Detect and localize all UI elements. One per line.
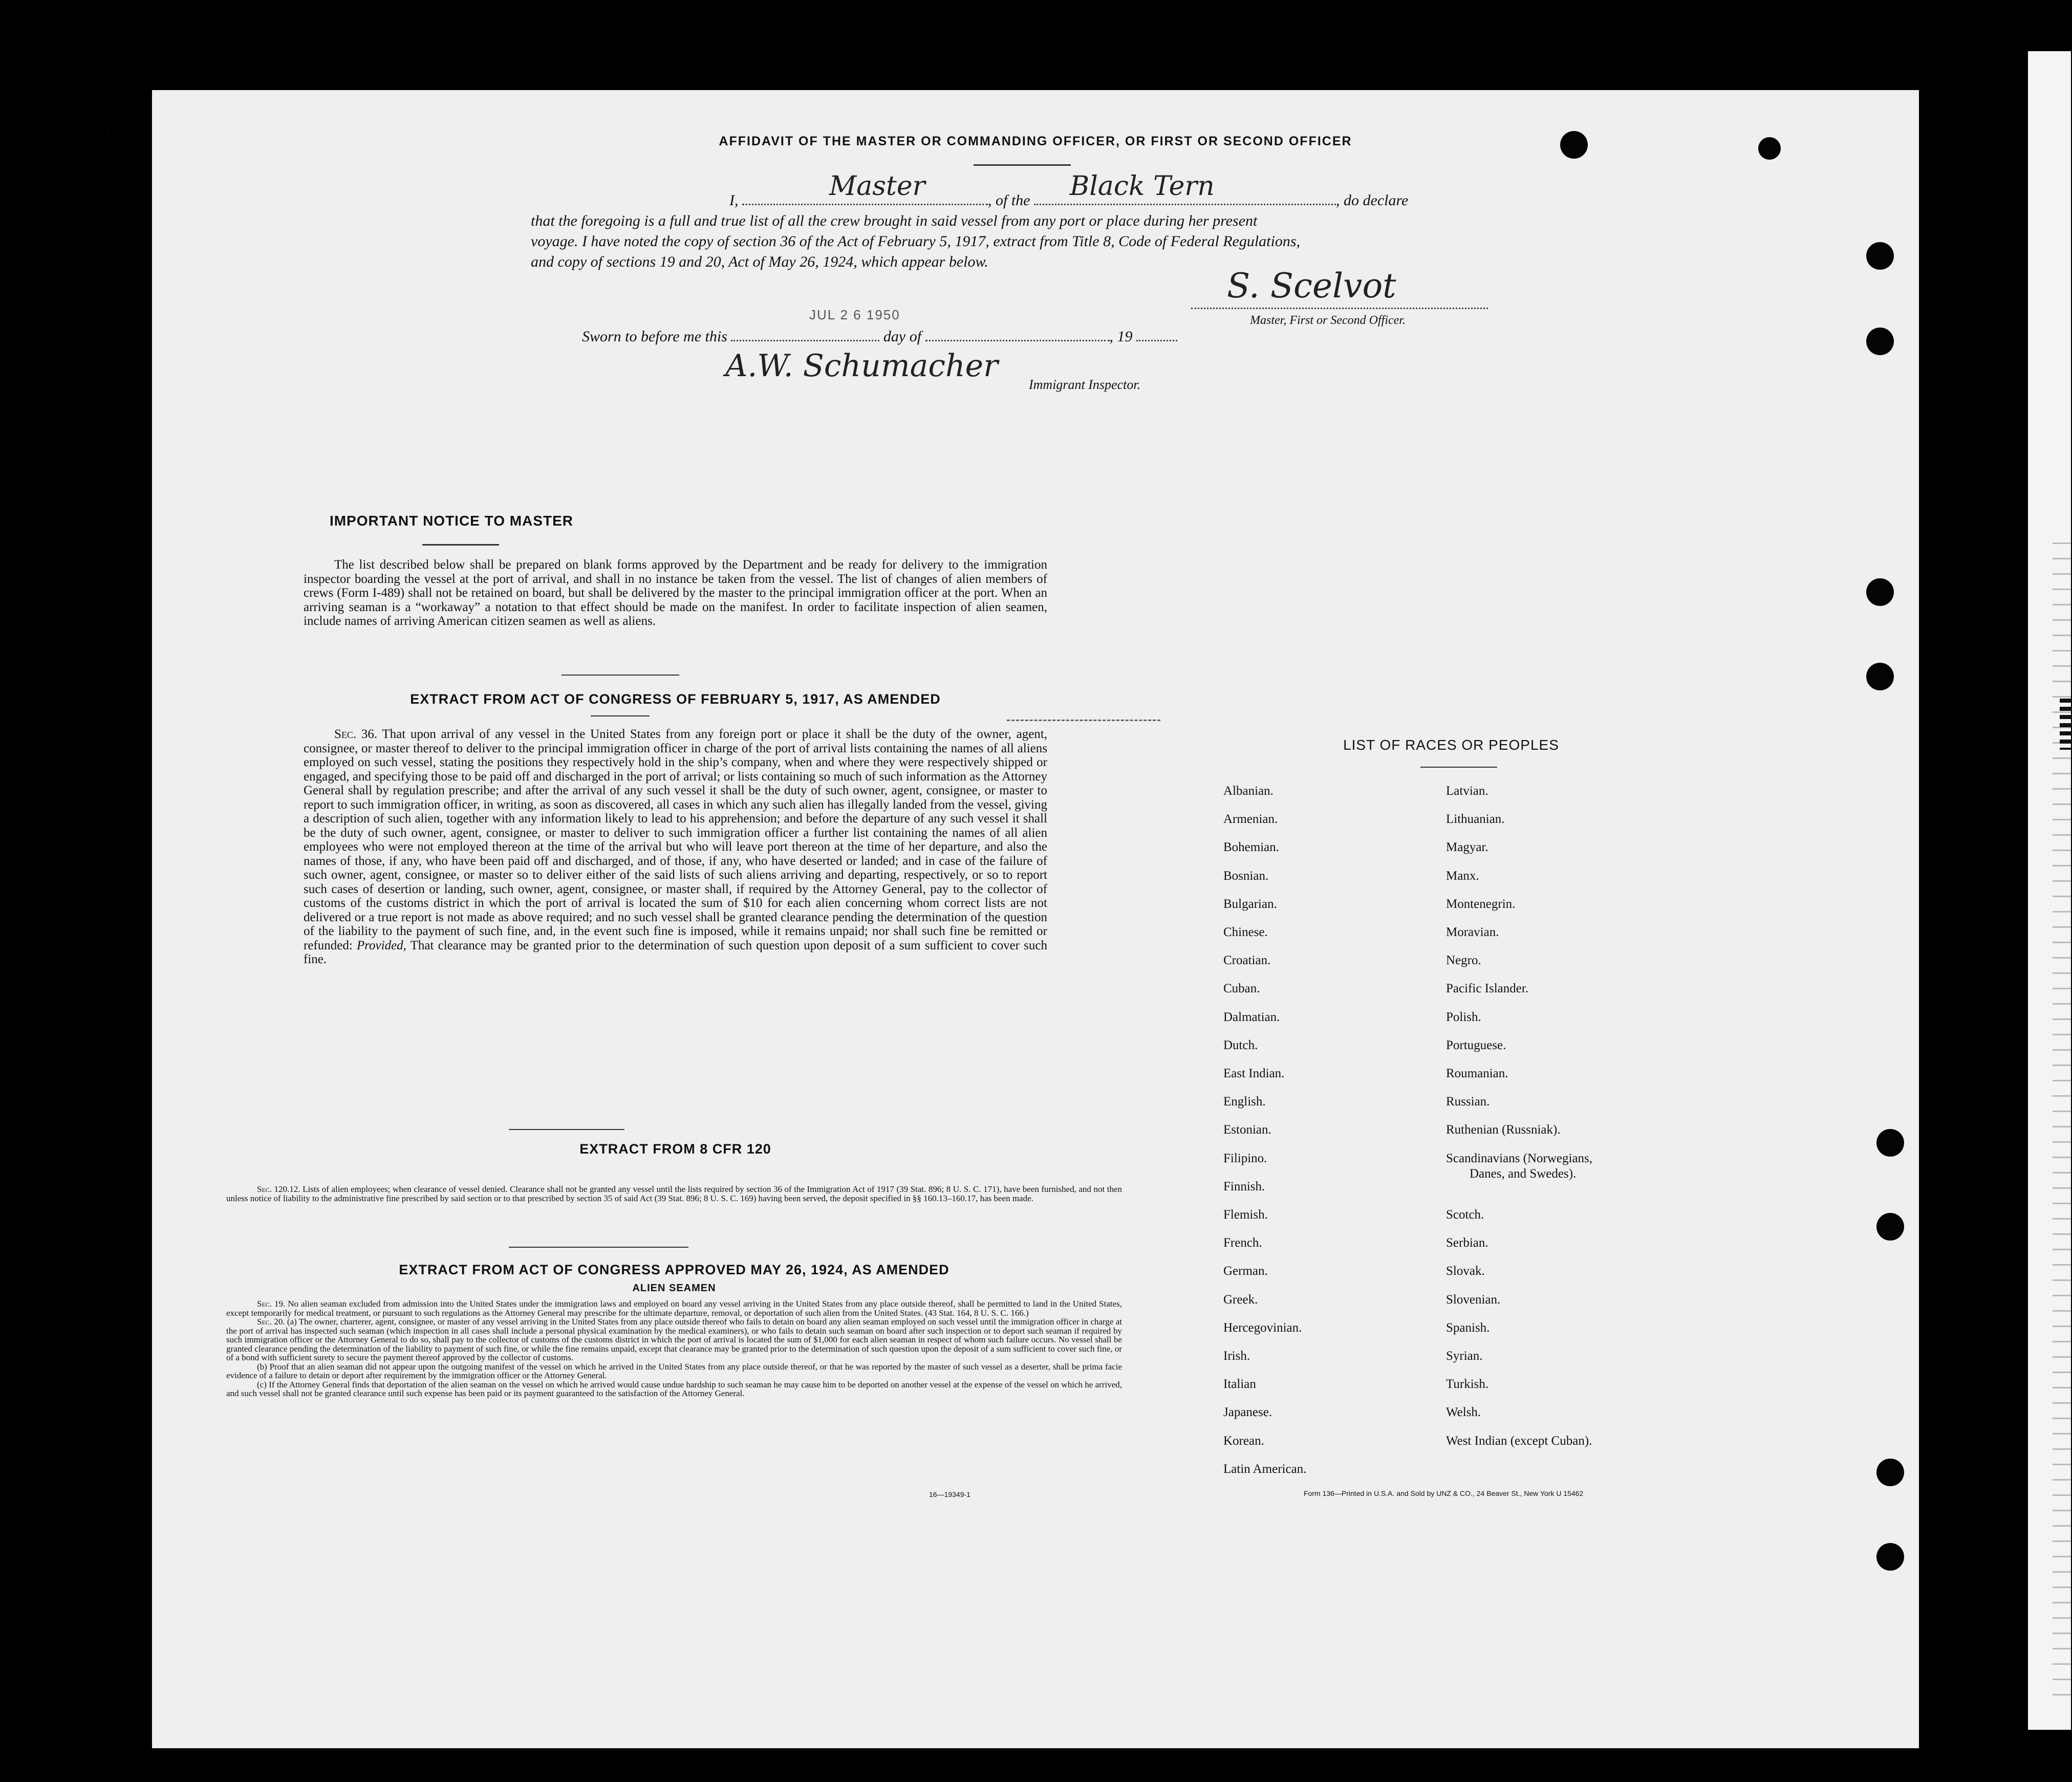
race-item: Syrian. — [1446, 1349, 1483, 1363]
punch-hole — [1876, 1213, 1904, 1241]
races-rule — [1420, 767, 1497, 768]
sec-20a-body: (a) The owner, charterer, agent, consignee, or master of any vessel arriving in the United States from any place outside thereof who fails to detain on board any alien seaman employed on such vessel until the immigration officer in charge at the port of arrival has inspected such seaman (which inspection in all cases shall include a personal physical examination by the medical examiners), or who fails to detain such seaman on board after such inspection or to deport such seaman if required by such immigration officer or the Attorney General to do so, shall pay to the collector of customs of the customs district in which the port of arrival is located the sum of $1,000 for each alien seaman in respect of whom such failure occurs. No vessel shall be granted clearance pending the determination of the liability to payment of such fine, or while the fine remains unpaid, except that clearance may be granted prior to the determination of such question upon the deposit of a sum sufficient to cover such fine, or of a bond with sufficient surety to secure the payment thereof approved by the collector of customs. — [226, 1317, 1123, 1362]
extract-1917-text — [304, 727, 1047, 967]
notice-text: The list described below shall be prepared on blank forms approved by the Department and be ready for delivery to the immigration inspector boarding the vessel at the port of arrival, and shall in no instance be taken from the vessel. The list of changes of alien members of crews (Form I-489) shall not be retained on board, but shall be delivered by the master to the principal immigration officer at the port. When an arriving seaman is a “workaway” a notation to that effect should be made on the manifest. In order to facilitate inspection of alien seamen, include names of arriving American citizen seamen as well as aliens. — [304, 558, 1047, 628]
alien-seamen-subheading: ALIEN SEAMEN — [632, 1283, 716, 1294]
sec-120-body: Lists of alien employees; when clearance of vessel denied. Clearance shall not be granted any vessel until the lists required by section 36 of the Immigration Act of 1917 (39 Stat. 896; 8 U. S. C. 171), have been furnished, and not then unless notice of liability to the administrative fine prescribed by said section or to that prescribed by section 35 of said Act (39 Stat. 896; 8 U. S. C. 169) having been served, the deposit specified in §§ 160.13–160.17, has been made. — [226, 1184, 1123, 1203]
race-item: West Indian (except Cuban). — [1446, 1433, 1592, 1448]
punch-hole — [1876, 1459, 1904, 1486]
vessel-handwritten: Black Tern — [1070, 171, 1215, 202]
master-signature: S. Scelvot — [1227, 266, 1396, 306]
sec-20b-paragraph: (b) Proof that an alien seaman did not appear upon the outgoing manifest of the vessel on which he arrived in the United States from any place outside thereof, or that he was reported by the master of such vessel as a deserter, shall be prima facie evidence of a failure to detain or deport after requirement by the immigration officer or the Attorney General. — [226, 1361, 1122, 1380]
race-item: Slovak. — [1446, 1264, 1485, 1278]
form-footer: Form 136—Printed in U.S.A. and Sold by UNZ & CO., 24 Beaver St., New York U 15462 — [1304, 1489, 1584, 1497]
affidavit-line3: voyage. I have noted the copy of section 36 of the Act of February 5, 1917, extract from Title 8, Code of Federal Regulations, — [531, 233, 1301, 250]
race-item: Scandinavians (Norwegians, — [1446, 1151, 1593, 1165]
race-item: Latvian. — [1446, 784, 1488, 798]
year-label: , 19 — [1109, 328, 1133, 345]
title-rule — [974, 164, 1071, 166]
proviso-text: That clearance may be granted prior to the determination of such question upon deposit of a sum sufficient to cover such fine. — [304, 938, 1047, 966]
race-item: Turkish. — [1446, 1377, 1489, 1392]
race-item: Armenian. — [1223, 812, 1278, 827]
vessel-field — [1034, 171, 1336, 205]
race-item: Manx. — [1446, 868, 1479, 883]
punch-hole — [1866, 242, 1894, 270]
scan-smudge — [1007, 720, 1160, 721]
race-item: French. — [1223, 1236, 1262, 1250]
sworn-line — [582, 327, 1177, 347]
affidavit-line1 — [729, 171, 1671, 211]
race-item: Estonian. — [1223, 1123, 1271, 1137]
day-field — [731, 327, 879, 341]
date-stamp: JUL 2 6 1950 — [809, 307, 900, 322]
race-item: Bohemian. — [1223, 840, 1280, 855]
sec-20-label: Sec. 20. — [257, 1317, 285, 1327]
punch-hole — [1560, 131, 1588, 159]
sec-19-body: No alien seaman excluded from admission into the United States under the immigration laws and employed on board any vessel arriving in the United States from any place outside thereof, shall be permitted to land in the United States, except temporarily for medical treatment, or pursuant to such regulations as the Attorney General may prescribe for the ultimate departure, removal, or deportation of such alien from the United States. (43 Stat. 164, 8 U. S. C. 166.) — [226, 1299, 1123, 1318]
day-of-label: day of — [883, 328, 922, 345]
do-declare-label: , do declare — [1336, 192, 1409, 209]
year-field — [1136, 327, 1177, 341]
races-heading: LIST OF RACES OR PEOPLES — [1343, 737, 1559, 753]
race-item: Welsh. — [1446, 1405, 1481, 1420]
race-item: Bosnian. — [1223, 868, 1269, 883]
notice-heading: IMPORTANT NOTICE TO MASTER — [329, 513, 574, 529]
race-item: Montenegrin. — [1446, 897, 1516, 911]
affidavit-line2: that the foregoing is a full and true list of all the crew brought in said vessel from any port or place during her present — [531, 212, 1258, 229]
extract-cfr-heading: EXTRACT FROM 8 CFR 120 — [579, 1141, 771, 1157]
affidavit-line4: and copy of sections 19 and 20, Act of May 26, 1924, which appear below. — [531, 253, 988, 270]
master-caption: Master, First or Second Officer. — [1250, 314, 1406, 327]
race-item: Roumanian. — [1446, 1067, 1508, 1080]
race-item: Filipino. — [1223, 1151, 1267, 1165]
race-item: Dalmatian. — [1223, 1010, 1280, 1024]
race-item: Scotch. — [1446, 1208, 1484, 1222]
notice-rule — [422, 544, 499, 546]
race-item: Croatian. — [1223, 953, 1271, 968]
extract-cfr-text — [226, 1185, 1122, 1203]
punch-hole — [1866, 663, 1894, 690]
sec-20c-paragraph: (c) If the Attorney General finds that deportation of the alien seaman on the vessel on which he arrived would cause undue hardship to such seaman he may cause him to be deported on another vessel at the expense of the vessel on which he arrived, and such vessel shall not be granted clearance until such expense has been paid or its payment guaranteed to the satisfaction of the Attorney General. — [226, 1379, 1122, 1398]
document-page — [106, 90, 1919, 1748]
race-item: Polish. — [1446, 1010, 1481, 1024]
sec-36-label: Sec. 36. — [334, 727, 378, 741]
of-the-label: , of the — [988, 192, 1030, 209]
master-signature-line — [1191, 308, 1488, 309]
punch-hole — [1876, 1543, 1904, 1571]
divider-2 — [509, 1129, 624, 1130]
race-item: Spanish. — [1446, 1320, 1490, 1335]
race-item: Cuban. — [1223, 982, 1260, 996]
extract-1924-text — [226, 1299, 1122, 1398]
race-item: Negro. — [1446, 953, 1481, 968]
race-item: Irish. — [1223, 1349, 1250, 1363]
race-item: German. — [1223, 1264, 1268, 1278]
race-item: Albanian. — [1223, 784, 1274, 798]
punch-hole — [1876, 1129, 1904, 1157]
race-item: Magyar. — [1446, 840, 1488, 855]
punch-hole — [1758, 137, 1781, 160]
race-item: Japanese. — [1223, 1405, 1272, 1420]
race-item: Chinese. — [1223, 925, 1268, 939]
race-item: Greek. — [1223, 1292, 1258, 1307]
race-item: Slovenian. — [1446, 1292, 1501, 1307]
sec-36-body: That upon arrival of any vessel in the United States from any foreign port or place it shall be the duty of the owner, agent, consignee, or master thereof to deliver to the principal immigration officer in charge of the port of arrival lists containing the names of all aliens employed on such vessel, stating the positions they respectively hold in the ship’s company, when and where they were respectively shipped or engaged, and specifying those to be paid off and discharged in the port of arrival; or lists containing so much of such information as the Attorney General shall by regulation prescribe; and after the arrival of any such vessel it shall be the duty of such owner, agent, consignee, or master to report to such immigration officer, in writing, as soon as discovered, all cases in which any such alien has illegally landed from the vessel, giving a description of such alien, together with any information likely to lead to his apprehension; and before the departure of any such vessel it shall be the duty of such owner, agent, consignee, or master to deliver to such immigration officer a further list containing the names of all alien employees who were not employed thereon at the time of the arrival but who will leave port thereon at the time of her departure, and also the names of those, if any, who have been paid off and discharged, and of those, if any, who have deserted or landed; and in case of the failure of such owner, agent, consignee, or master so to deliver either of the said lists of such aliens arriving and departing, respectively, or so to report such cases of desertion or landing, such owner, agent, consignee, or master shall, if required by the Attorney General, pay to the collector of customs of the customs district in which the port of arrival is located the sum of $10 for each alien concerning whom correct lists are not delivered or a true report is not made as above required; and no such vessel shall be granted clearance pending the determination of the question of the liability to the payment of such fine, and, in the event such fine is imposed, while it remains unpaid; nor shall such fine be remitted or refunded: — [304, 727, 1048, 952]
race-item: Dutch. — [1223, 1038, 1258, 1052]
race-item: Russian. — [1446, 1095, 1490, 1109]
divider-1 — [562, 675, 679, 676]
inspector-signature: A.W. Schumacher — [725, 348, 998, 384]
race-item: Hercegovinian. — [1223, 1320, 1302, 1335]
scan-speck-1: · — [106, 126, 111, 142]
race-scandinavians-cont: Danes, and Swedes). — [1470, 1167, 1577, 1181]
form-number-left: 16—19349-1 — [929, 1490, 970, 1498]
race-item: English. — [1223, 1095, 1266, 1109]
divider-3 — [509, 1247, 688, 1248]
inspector-caption: Immigrant Inspector. — [1029, 377, 1141, 392]
rank-field — [742, 171, 988, 205]
race-item: Bulgarian. — [1223, 897, 1277, 911]
race-item: Finnish. — [1223, 1179, 1265, 1193]
race-item: Latin American. — [1223, 1462, 1307, 1476]
sec-20a-paragraph — [226, 1317, 1122, 1362]
race-item: Moravian. — [1446, 925, 1499, 939]
rank-handwritten: Master — [829, 171, 925, 202]
sworn-label: Sworn to before me this — [582, 328, 727, 345]
proviso-label: Provided, — [356, 938, 406, 952]
affidavit-title: AFFIDAVIT OF THE MASTER OR COMMANDING OFFICER, OR FIRST OR SECOND OFFICER — [719, 134, 1352, 148]
race-item: Flemish. — [1223, 1208, 1268, 1222]
punch-hole — [1866, 578, 1894, 606]
film-edge-marks — [2060, 699, 2072, 750]
race-item: Korean. — [1223, 1433, 1264, 1448]
pronoun-i: I, — [729, 192, 739, 209]
race-item: Ruthenian (Russniak). — [1446, 1123, 1561, 1137]
race-item: Lithuanian. — [1446, 812, 1505, 827]
sec-120-label: Sec. 120.12. — [257, 1184, 300, 1194]
sec-19-paragraph — [226, 1299, 1122, 1317]
race-item: Italian — [1223, 1377, 1256, 1392]
extract-1917-rule — [591, 715, 650, 716]
sec-19-label: Sec. 19. — [257, 1299, 286, 1309]
extract-1917-heading: EXTRACT FROM ACT OF CONGRESS OF FEBRUARY 5, 1917, AS AMENDED — [410, 691, 941, 707]
race-item: Pacific Islander. — [1446, 982, 1529, 996]
race-item: East Indian. — [1223, 1067, 1285, 1080]
punch-hole — [1866, 328, 1894, 355]
race-item: Serbian. — [1446, 1236, 1488, 1250]
month-field — [925, 327, 1110, 341]
extract-1924-heading: EXTRACT FROM ACT OF CONGRESS APPROVED MAY 26, 1924, AS AMENDED — [399, 1262, 949, 1277]
race-item: Portuguese. — [1446, 1038, 1506, 1052]
